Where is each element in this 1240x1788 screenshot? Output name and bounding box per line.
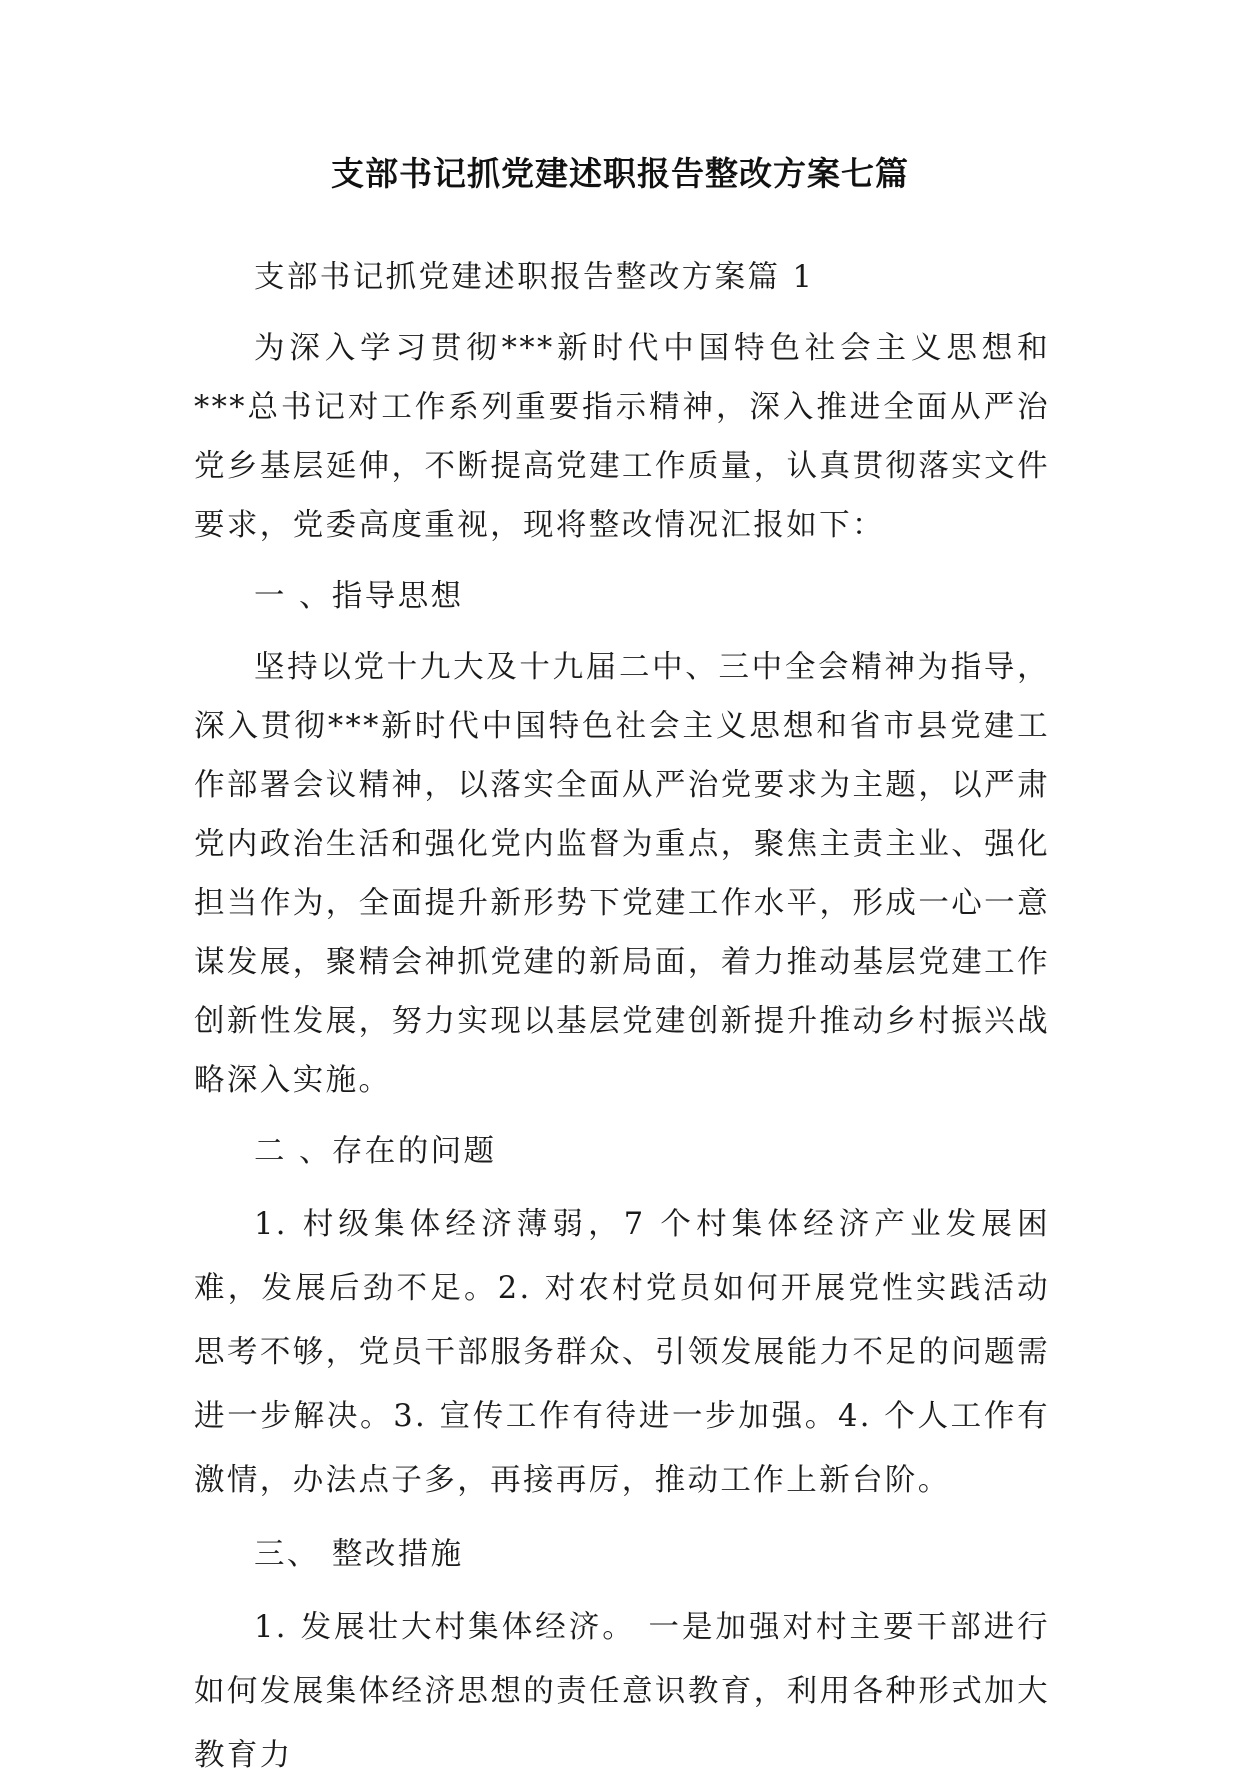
guiding-thought-paragraph: 坚持以党十九大及十九届二中、三中全会精神为指导，深入贯彻***新时代中国特色社会主义思想和省市县党建工作部署会议精神，以落实全面从严治党要求为主题，以严肃党内政治生活和强化党内监督为重点，聚焦主责主业、强化担当作为，全面提升新形势下党建工作水平，形成一心一意谋发展，聚精会神抓党建的新局面，着力推动基层党建工作创新性发展，努力实现以基层党建创新提升推动乡村振兴战略深入实施。 [194,650,1050,1098]
heading-guiding-thought: 一 、指导思想 [254,579,464,614]
problems-paragraph: 1. 村级集体经济薄弱，7 个村集体经济产业发展困难，发展后劲不足。2. 对农村党员如何开展党性实践活动思考不够，党员干部服务群众、引领发展能力不足的问题需进一步解决。3. 宣传工作有待进一步加强。4. 个人工作有激情，办法点子多，再接再厉，推动工作上新台阶。 [194,1207,1050,1498]
measures-paragraph: 1. 发展壮大村集体经济。 一是加强对村主要干部进行如何发展集体经济思想的责任意识教育，利用各种形式加大教育力 [194,1610,1050,1773]
intro-paragraph: 为深入学习贯彻***新时代中国特色社会主义思想和***总书记对工作系列重要指示精神，深入推进全面从严治党乡基层延伸，不断提高党建工作质量，认真贯彻落实文件要求，党委高度重视，现将整改情况汇报如下： [194,331,1050,543]
heading-existing-problems: 二 、存在的问题 [254,1134,497,1169]
heading-rectification-measures: 三、 整改措施 [254,1537,464,1572]
section-heading: 支部书记抓党建述职报告整改方案篇 1 [254,260,815,295]
document-title: 支部书记抓党建述职报告整改方案七篇 [331,154,909,193]
document-body [194,248,1050,1788]
